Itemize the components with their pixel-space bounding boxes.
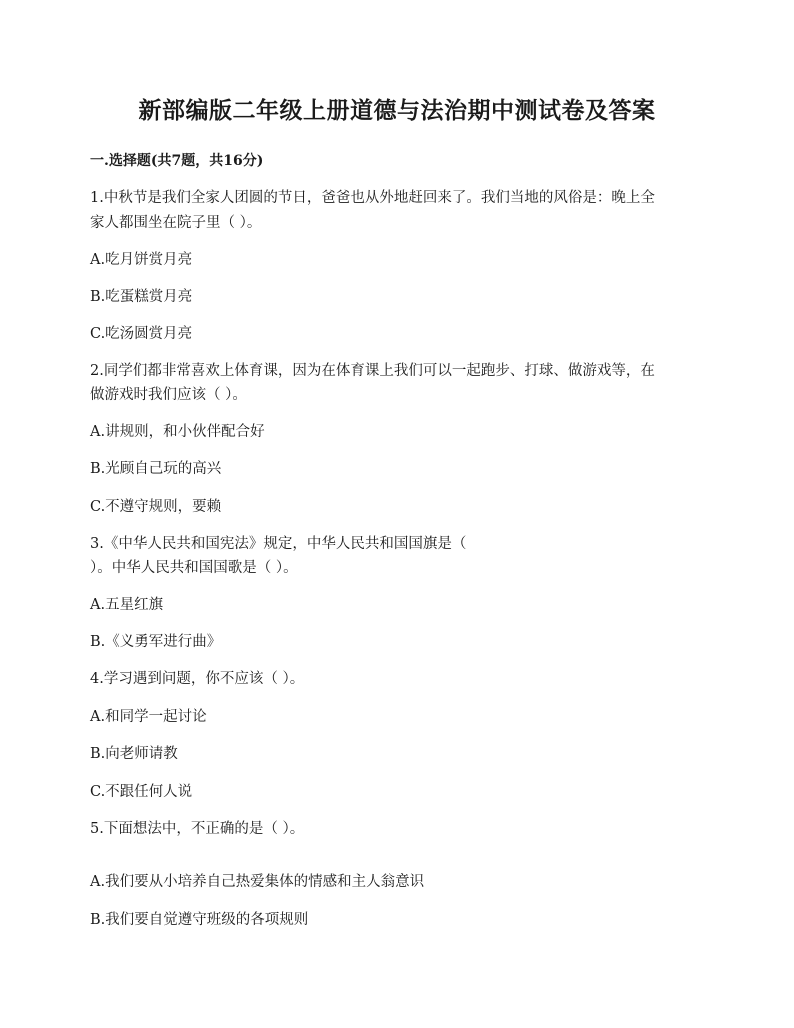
question-2-stem-line-2: 做游戏时我们应该（ ）。 [90,387,247,403]
question-1-option-a: A.吃月饼赏月亮 [90,252,193,268]
question-4-option-b: B.向老师请教 [90,746,178,762]
question-5-option-a: A.我们要从小培养自己热爱集体的情感和主人翁意识 [90,874,425,890]
question-3-option-a: A.五星红旗 [90,597,164,613]
question-2-option-c: C.不遵守规则，要赖 [90,499,222,515]
question-5-stem: 5.下面想法中，不正确的是（ ）。 [90,821,305,837]
page-title: 新部编版二年级上册道德与法治期中测试卷及答案 [138,97,656,124]
question-1-option-b: B.吃蛋糕赏月亮 [90,289,193,305]
question-2-option-b: B.光顾自己玩的高兴 [90,461,222,477]
question-5-option-b: B.我们要自觉遵守班级的各项规则 [90,912,309,928]
section-heading: 一.选择题(共7题，共16分) [90,153,264,169]
question-4-option-a: A.和同学一起讨论 [90,709,207,725]
question-4-stem: 4.学习遇到问题，你不应该（ ）。 [90,671,305,687]
question-1-option-c: C.吃汤圆赏月亮 [90,326,193,342]
question-2-stem-line-1: 2.同学们都非常喜欢上体育课，因为在体育课上我们可以一起跑步、打球、做游戏等，在 [90,363,655,379]
question-3-option-b: B.《义勇军进行曲》 [90,634,222,650]
question-3-stem-line-1: 3.《中华人民共和国宪法》规定，中华人民共和国国旗是（ [90,536,467,552]
question-1-stem-line-1: 1.中秋节是我们全家人团圆的节日，爸爸也从外地赶回来了。我们当地的风俗是：晚上全 [90,190,655,206]
question-4-option-c: C.不跟任何人说 [90,784,193,800]
question-3-stem-line-2: ）。中华人民共和国国歌是（ ）。 [90,560,298,576]
question-2-option-a: A.讲规则，和小伙伴配合好 [90,424,265,440]
question-1-stem-line-2: 家人都围坐在院子里（ ）。 [90,215,262,231]
